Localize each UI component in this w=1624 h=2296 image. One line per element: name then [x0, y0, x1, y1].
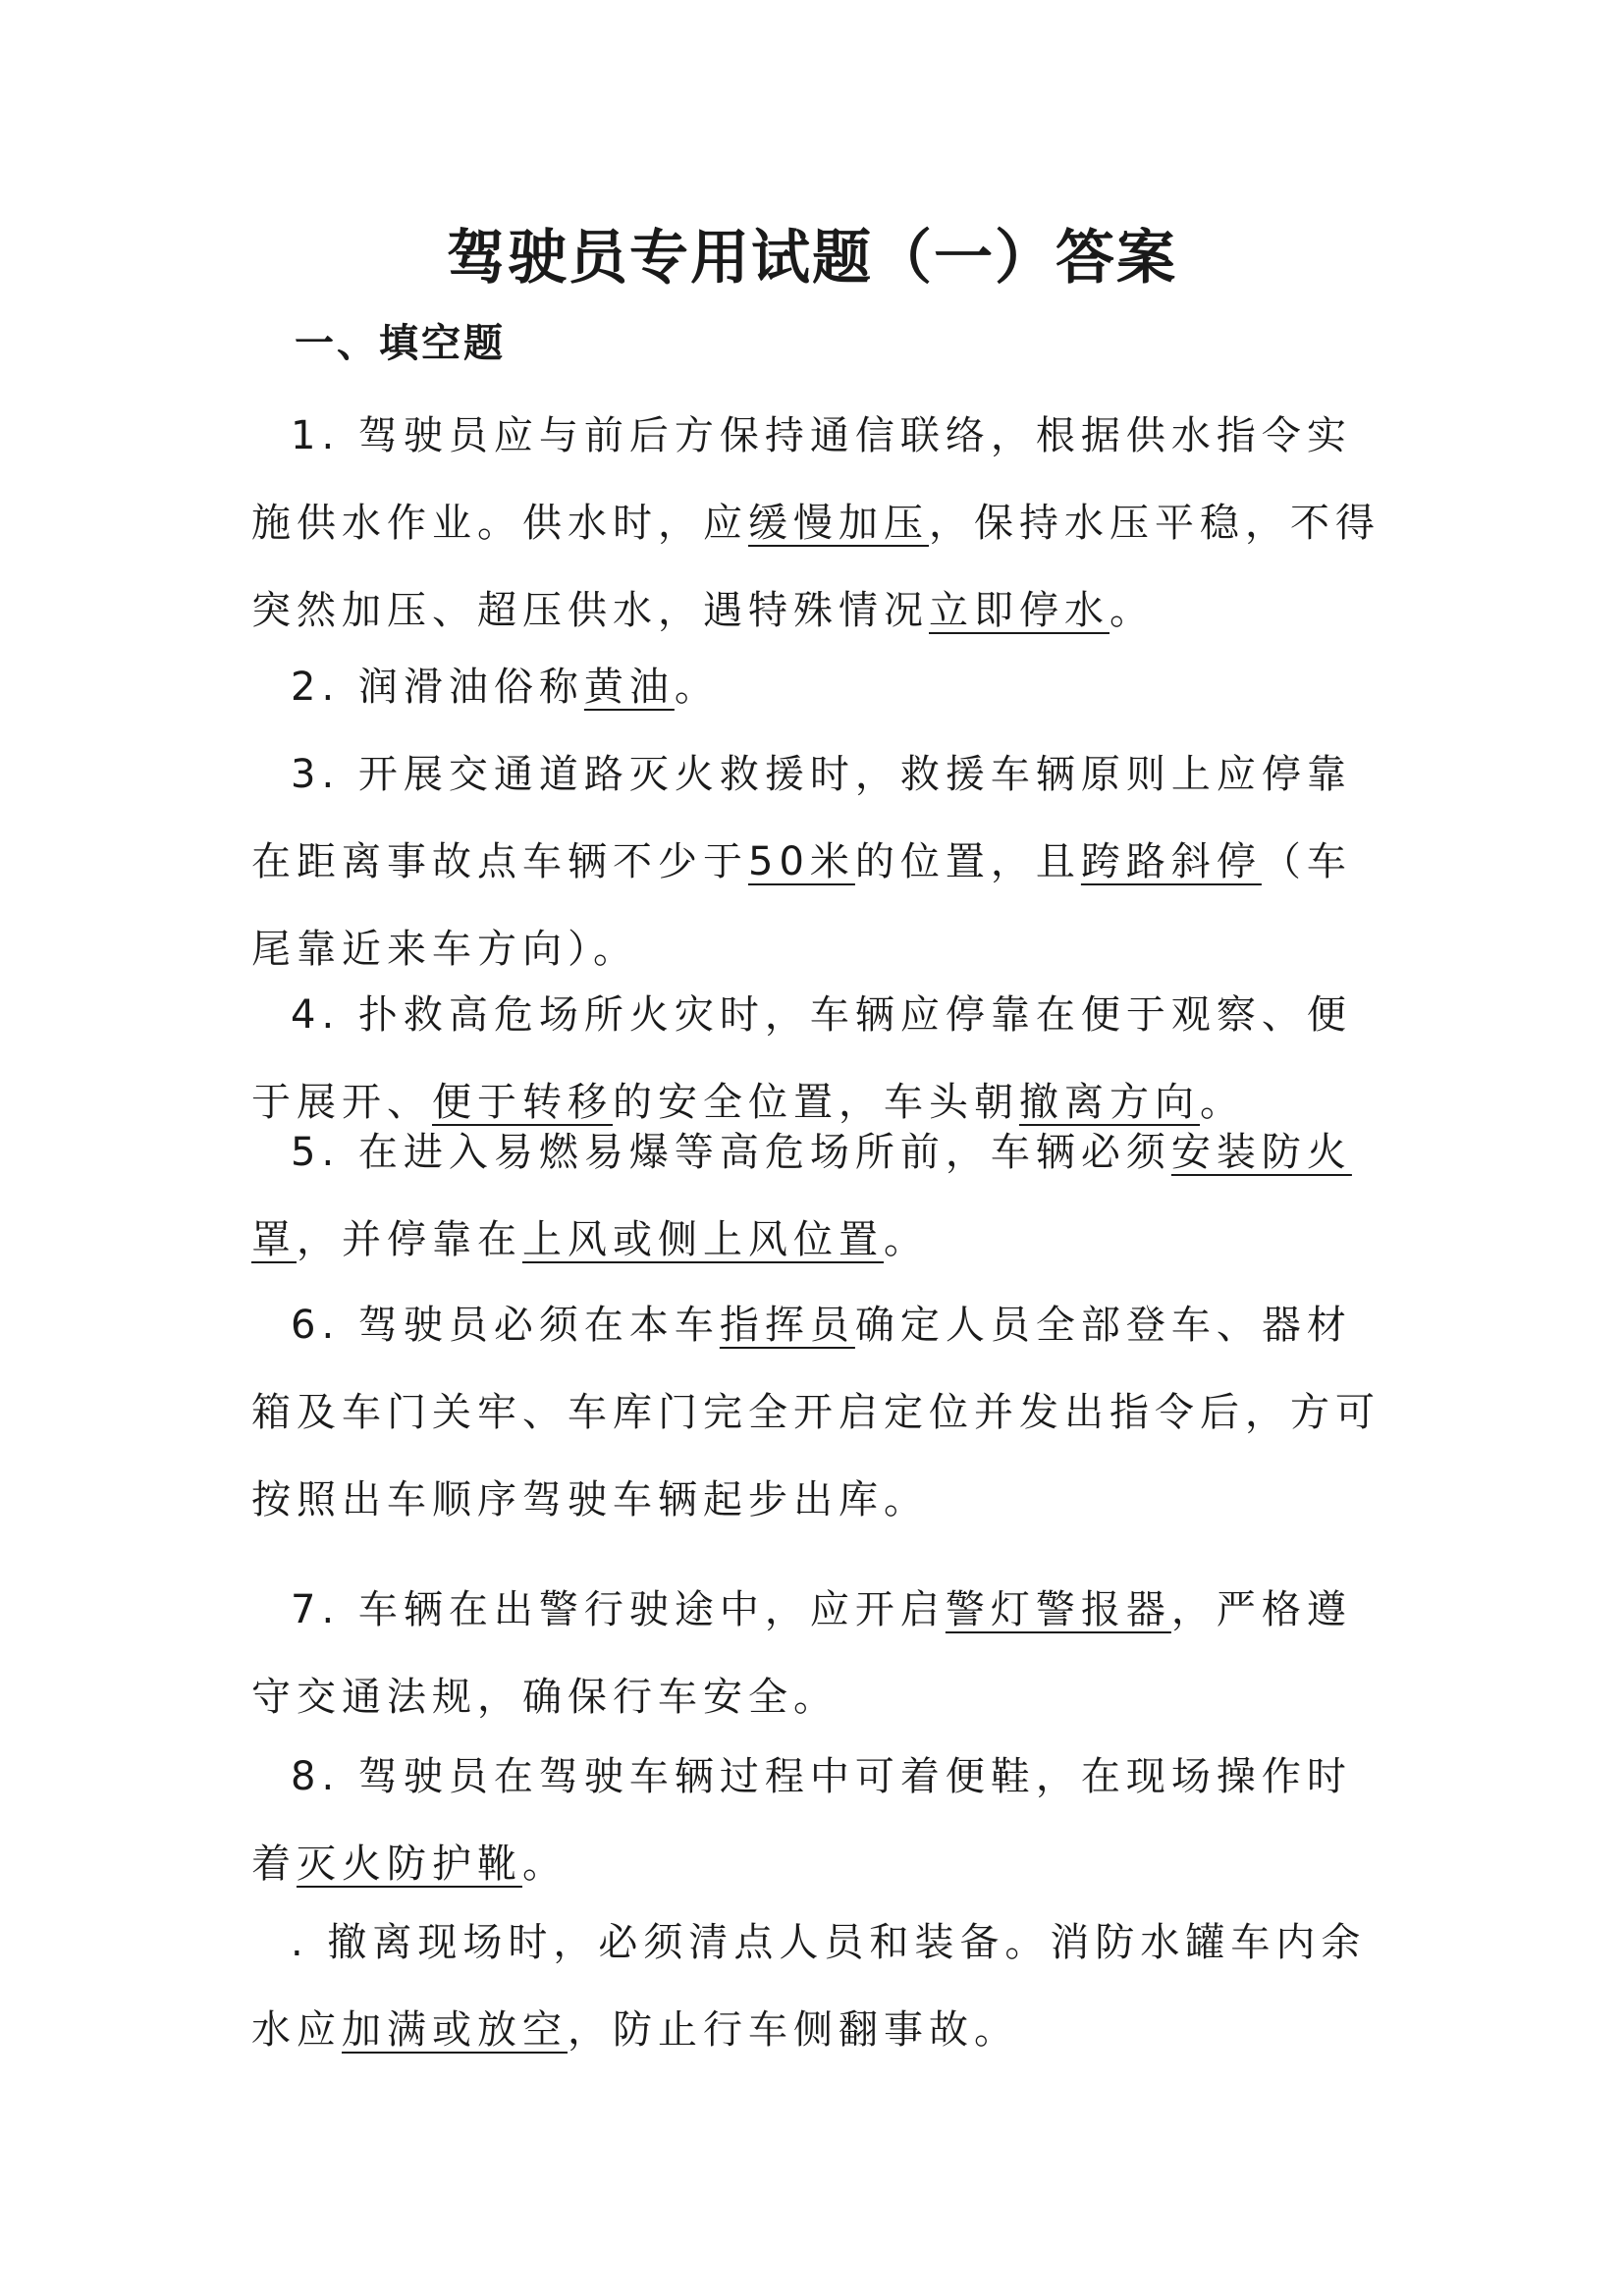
answer-blank: 安装防火罩 — [251, 1130, 1352, 1262]
question-text: 2. 润滑油俗称 — [291, 665, 584, 710]
answer-blank: 跨路斜停 — [1080, 839, 1262, 884]
question-text: 8. 驾驶员在驾驶车辆过程中可着便鞋，在现场操作时着 — [251, 1754, 1352, 1887]
question-text: 。 — [674, 665, 720, 710]
question-text: 3. 开展交通道路灭火救援时，救援车辆原则上应停靠在距离事故点车辆不少于 — [251, 752, 1352, 884]
answer-blank: 上风或侧上风位置 — [522, 1217, 884, 1262]
question-text: （车尾靠近来车方向）。 — [251, 839, 1352, 972]
answer-blank: 立即停水 — [929, 588, 1110, 633]
question-7 — [251, 1567, 1380, 1741]
question-text: 。 — [1200, 1080, 1245, 1125]
question-text: ，并停靠在 — [297, 1217, 522, 1262]
answer-blank: 指挥员 — [719, 1303, 855, 1348]
answer-blank: 便于转移 — [432, 1080, 613, 1125]
question-text: 的安全位置，车头朝 — [613, 1080, 1019, 1125]
question-1 — [251, 393, 1380, 655]
page-title: 驾驶员专用试题（一）答案 — [447, 224, 1177, 293]
question-text: ，严格遵守交通法规，确保行车安全。 — [251, 1587, 1352, 1720]
question-text: 7. 车辆在出警行驶途中，应开启 — [291, 1587, 946, 1632]
question-5 — [251, 1109, 1380, 1284]
answer-blank: 黄油 — [583, 665, 675, 710]
answer-blank: 缓慢加压 — [748, 501, 929, 546]
question-3 — [251, 731, 1380, 993]
question-6 — [251, 1282, 1380, 1544]
question-text: 4. 扑救高危场所火灾时，车辆应停靠在便于观察、便于展开、 — [251, 992, 1352, 1125]
question-text: 。 — [1110, 588, 1155, 633]
question-2 — [251, 644, 1380, 731]
question-text: 。 — [884, 1217, 929, 1262]
question-text: 。 — [522, 1842, 568, 1887]
answer-blank: 撤离方向 — [1019, 1080, 1200, 1125]
question-text: 1. 驾驶员应与前后方保持通信联络，根据供水指令实施供水作业。供水时，应 — [251, 413, 1352, 546]
answer-blank: 警灯警报器 — [945, 1587, 1171, 1632]
answer-blank: 灭火防护靴 — [297, 1842, 522, 1887]
question-text: 确定人员全部登车、器材 箱及车门关牢、车库门完全开启定位并发出指令后，方可按照出车顺序驾驶车辆起步出库。 — [251, 1303, 1380, 1522]
question-text: 的位置，且 — [854, 839, 1081, 884]
question-text: ，防止行车侧翻事故。 — [568, 2007, 1019, 2053]
question-8 — [251, 1734, 1380, 1908]
answer-blank: 加满或放空 — [342, 2007, 568, 2053]
answer-blank: 50米 — [748, 839, 855, 884]
question-text: . 撤离现场时，必须清点人员和装备。消防水罐车内余水应 — [251, 1920, 1367, 2053]
question-text: 6. 驾驶员必须在本车 — [291, 1303, 720, 1348]
question-text: 5. 在进入易燃易爆等高危场所前，车辆必须 — [291, 1130, 1171, 1175]
section-heading: 一、填空题 — [295, 321, 506, 366]
question-text: ，保持水压平稳，不得突然加压、超压供水，遇特殊情况 — [251, 501, 1380, 633]
question-9 — [251, 1899, 1380, 2074]
